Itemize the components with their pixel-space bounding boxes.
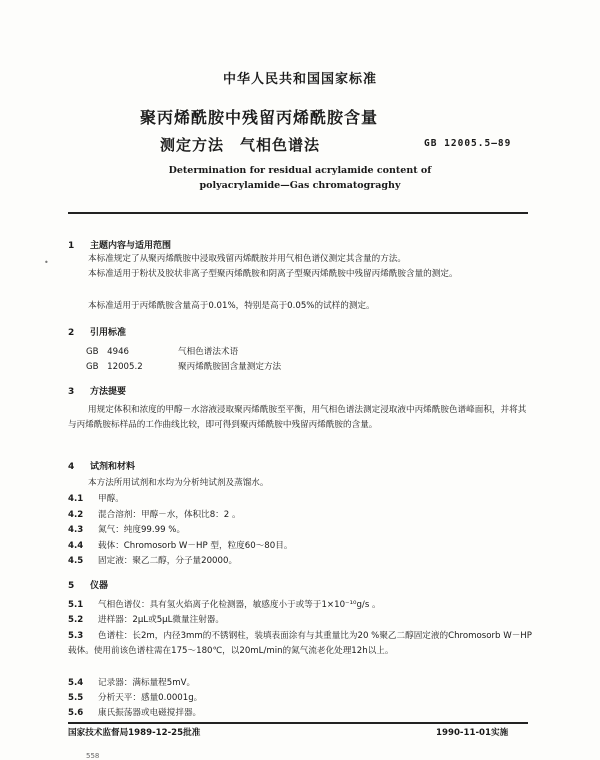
item-number: 5.5 [68, 693, 84, 703]
header-divider [68, 212, 528, 214]
reference-code: GB 12005.2 [86, 362, 143, 372]
margin-mark: • [44, 258, 49, 267]
section-5-heading [68, 578, 108, 591]
item-text: 固定液：聚乙二醇，分子量20000。 [98, 556, 238, 566]
list-item [68, 492, 538, 506]
item-number: 5.3 [68, 631, 84, 641]
approval-date: 国家技术监督局1989-12-25批准 [68, 728, 201, 738]
reference-code: GB 4946 [86, 347, 130, 357]
section-4-heading [68, 459, 135, 472]
english-title-line1: Determination for residual acrylamide content of [168, 165, 432, 176]
section-3-heading [68, 384, 126, 397]
section-1-paragraph-1: 本标准规定了从聚丙烯酰胺中浸取残留丙烯酰胺并用气相色谱仪测定其含量的方法。 [88, 254, 406, 264]
item-text: 甲醇。 [98, 494, 124, 504]
item-text: 色谱柱：长2m，内径3mm的不锈钢柱，装填表面涂有与其重量比为20 %聚乙二醇固定液的Chromosorb W－HP载体。使用前该色谱柱需在175～180℃，以20mL/min的氮气流老化处理12h以上。 [68, 631, 532, 656]
english-title-line2: polyacrylamide—Gas chromatograghy [199, 180, 401, 191]
document-title-line2: 测定方法 气相色谱法 [160, 136, 321, 154]
item-number: 5.2 [68, 615, 84, 625]
item-text: 分析天平：感量0.0001g。 [98, 693, 203, 703]
item-number: 5.1 [68, 600, 84, 610]
list-item [68, 598, 538, 612]
item-text: 记录器：满标量程5mV。 [98, 678, 196, 688]
reference-item [86, 345, 238, 357]
section-title: 试剂和材料 [90, 462, 136, 472]
item-number: 4.3 [68, 525, 84, 535]
item-number: 4.1 [68, 494, 84, 504]
item-text: 氮气：纯度99.99 %。 [98, 525, 186, 535]
section-1-paragraph-3: 本标准适用于丙烯酰胺含量高于0.01%，特别是高于0.05%的试样的测定。 [88, 301, 375, 311]
item-text: 混合溶剂：甲醇－水，体积比8：2 。 [98, 510, 241, 520]
section-number: 2 [68, 328, 75, 338]
item-text: 气相色谱仪：具有氢火焰离子化检测器，敏感度小于或等于1×10⁻¹⁰g/s 。 [98, 600, 381, 610]
item-text: 载体：Chromosorb W－HP 型，粒度60～80目。 [98, 541, 293, 551]
list-item [68, 523, 538, 537]
footer-divider [68, 722, 528, 724]
document-title-line1: 聚丙烯酰胺中残留丙烯酰胺含量 [140, 108, 379, 127]
list-item [68, 508, 538, 522]
section-number: 4 [68, 462, 75, 472]
list-item [68, 629, 538, 659]
item-text: 康氏振荡器或电磁搅拌器。 [98, 708, 202, 718]
list-item [68, 706, 538, 720]
section-number: 5 [68, 581, 75, 591]
item-number: 4.4 [68, 541, 84, 551]
list-item [68, 676, 538, 690]
list-item [68, 539, 538, 553]
section-title: 仪器 [90, 581, 109, 591]
section-number: 1 [68, 241, 75, 251]
list-item [68, 554, 538, 568]
reference-text: 聚丙烯酰胺固含量测定方法 [178, 362, 282, 372]
section-number: 3 [68, 387, 75, 397]
implementation-date: 1990-11-01实施 [436, 728, 509, 738]
standard-code: GB 12005.5—89 [424, 138, 512, 149]
item-number: 5.4 [68, 678, 84, 688]
page-number: 558 [86, 752, 100, 760]
item-number: 4.2 [68, 510, 84, 520]
reference-text: 气相色谱法术语 [178, 347, 239, 357]
section-4-intro: 本方法所用试剂和水均为分析纯试剂及蒸馏水。 [88, 478, 269, 488]
national-standard-heading: 中华人民共和国国家标准 [222, 72, 377, 87]
list-item [68, 691, 538, 705]
item-text: 进样器：2μL或5μL微量注射器。 [98, 615, 224, 625]
section-1-paragraph-2: 本标准适用于粉状及胶状非离子型聚丙烯酰胺和阴离子型聚丙烯酰胺中残留丙烯酰胺含量的测定。 [88, 269, 458, 279]
item-number: 5.6 [68, 708, 84, 718]
section-title: 引用标准 [90, 328, 127, 338]
section-title: 方法提要 [90, 387, 127, 397]
section-title: 主题内容与适用范围 [90, 241, 172, 251]
section-1-heading [68, 238, 171, 251]
section-2-heading [68, 325, 126, 338]
reference-item [86, 360, 281, 372]
section-3-paragraph: 用规定体积和浓度的甲醇－水溶液浸取聚丙烯酰胺至平衡，用气相色谱法测定浸取液中丙烯酰胺色谱峰面积，并将其与丙烯酰胺标样品的工作曲线比较，即可得到聚丙烯酰胺中残留丙烯酰胺的含量。 [68, 405, 527, 430]
list-item [68, 613, 538, 627]
item-number: 4.5 [68, 556, 84, 566]
